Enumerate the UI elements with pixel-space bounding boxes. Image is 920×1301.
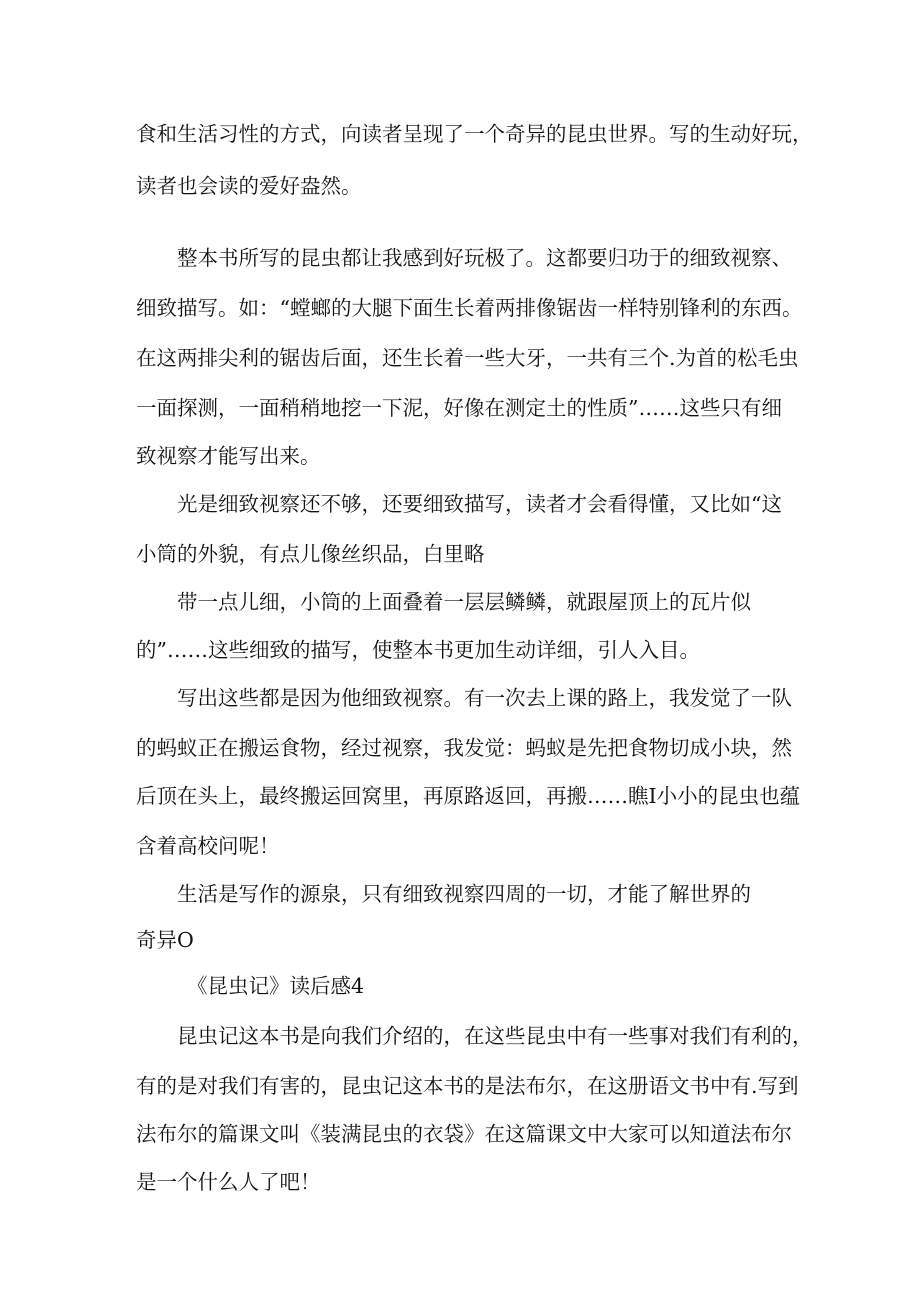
paragraph-line: 含着高校问呢！ [136,834,280,858]
paragraph-line: 整本书所写的昆虫都让我感到好玩极了。这都要归功于的细致视察、 [177,246,792,270]
paragraph-line: 的”……这些细致的描写，使整本书更加生动详细，引人入目。 [136,638,700,662]
section-heading: 《昆虫记》读后感4 [187,974,365,998]
paragraph-line: 细致描写。如：“螳螂的大腿下面生长着两排像锯齿一样特别锋利的东西。 [136,296,803,320]
paragraph-line: 的蚂蚁正在搬运食物，经过视察，我发觉：蚂蚁是先把食物切成小块，然 [136,736,792,760]
paragraph-line: 生活是写作的源泉，只有细致视察四周的一切，才能了解世界的 [177,882,751,906]
paragraph-line: 带一点儿细，小筒的上面叠着一层层鳞鳞，就跟屋顶上的瓦片似 [177,590,751,614]
paragraph-line: 法布尔的篇课文叫《装满昆虫的衣袋》在这篇课文中大家可以知道法布尔 [136,1122,792,1146]
paragraph-line: 致视察才能写出来。 [136,444,321,468]
paragraph-line: 食和生活习性的方式，向读者呈现了一个奇异的昆虫世界。写的生动好玩， [136,122,813,146]
paragraph-line: 在这两排尖利的锯齿后面，还生长着一些大牙，一共有三个.为首的松毛虫 [136,346,799,370]
paragraph-line: 是一个什么人了吧！ [136,1170,321,1194]
paragraph-line: 光是细致视察还不够，还要细致描写，读者才会看得懂，又比如“这 [177,492,782,516]
paragraph-line: 读者也会读的爱好盎然。 [136,174,362,198]
paragraph-line: 奇异O [136,928,194,952]
paragraph-line: 一面探测，一面稍稍地挖一下泥，好像在测定土的性质”……这些只有细 [136,396,782,420]
paragraph-line: 昆虫记这本书是向我们介绍的，在这些昆虫中有一些事对我们有利的， [177,1024,813,1048]
paragraph-line: 后顶在头上，最终搬运回窝里，再原路返回，再搬……瞧I小小的昆虫也蕴 [136,784,801,808]
paragraph-line: 小筒的外貌，有点儿像丝织品，白里略 [136,542,485,566]
paragraph-line: 有的是对我们有害的，昆虫记这本书的是法布尔，在这册语文书中有.写到 [136,1074,799,1098]
paragraph-line: 写出这些都是因为他细致视察。有一次去上课的路上，我发觉了一队 [177,686,792,710]
